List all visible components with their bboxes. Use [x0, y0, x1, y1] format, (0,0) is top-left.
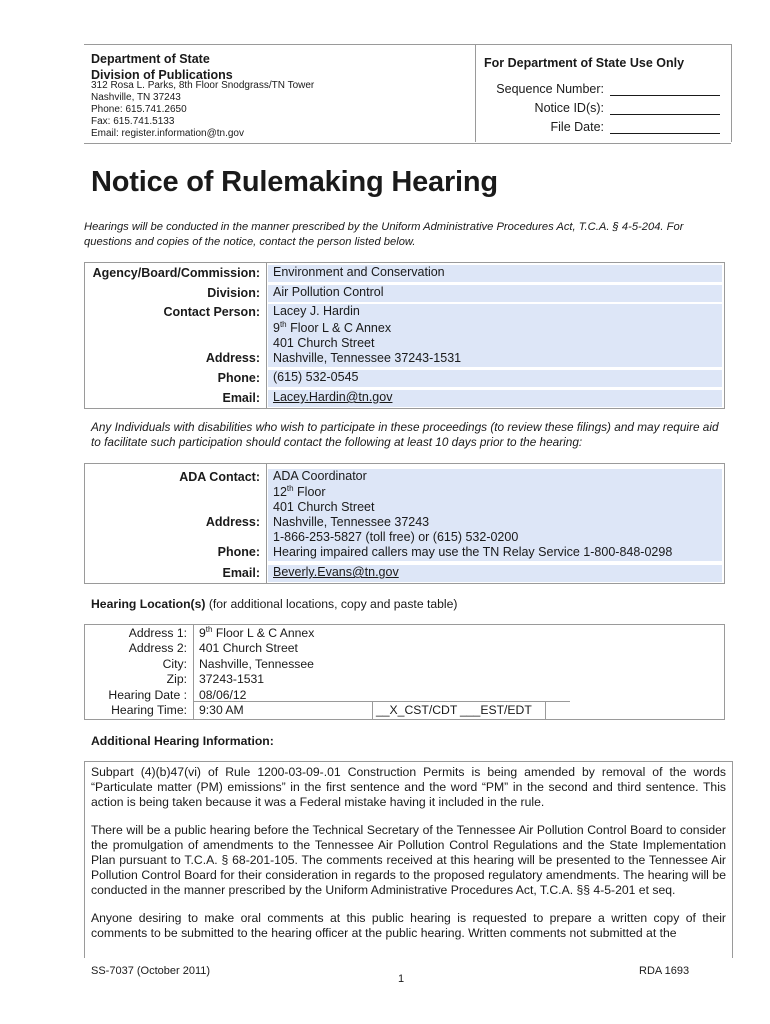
- ada-email-label: Email:: [222, 566, 260, 580]
- info-paragraph: Anyone desiring to make oral comments at this public hearing is requested to prepare a written copy of their comments to be submitted to the hearing officer at the public hearing. Written comments not submitted at the: [91, 910, 726, 940]
- est-option[interactable]: ___EST/EDT: [460, 703, 532, 717]
- address-line: 9: [199, 626, 206, 640]
- address-line: Email: register.information@tn.gov: [91, 128, 244, 139]
- email-link[interactable]: Lacey.Hardin@tn.gov: [273, 390, 393, 404]
- phone-field[interactable]: (615) 532-0545: [268, 370, 722, 387]
- intro-text: Hearings will be conducted in the manner prescribed by the Uniform Administrative Procedures Act, T.C.A. § 4-5-204. For questions and copies of the notice, contact the person listed below.: [84, 221, 684, 248]
- address-line: 12: [273, 485, 287, 499]
- address-line: Nashville, TN 37243: [91, 92, 181, 103]
- office-use-title: For Department of State Use Only: [484, 56, 685, 70]
- ordinal-suffix: th: [286, 483, 294, 493]
- address1-field[interactable]: [199, 626, 314, 641]
- time-zone-divider: [372, 702, 373, 719]
- ada-table-divider: [266, 463, 267, 584]
- address1-label: Address 1:: [128, 626, 187, 640]
- phone-label: Phone:: [217, 371, 260, 385]
- ada-relay-line: Hearing impaired callers may use the TN Relay Service 1-800-848-0298: [273, 545, 673, 559]
- zip-label: Zip:: [166, 672, 187, 686]
- file-date-row: [478, 120, 723, 134]
- department-line-1: Department of State: [91, 52, 210, 66]
- division-field[interactable]: Air Pollution Control: [268, 285, 722, 302]
- page-title: Notice of Rulemaking Hearing: [91, 166, 498, 198]
- hearing-time-divider: [193, 701, 570, 702]
- page-number: 1: [398, 973, 405, 985]
- hearing-location-hint: (for additional locations, copy and paste table): [205, 597, 458, 611]
- city-field[interactable]: Nashville, Tennessee: [199, 657, 314, 671]
- ordinal-suffix: th: [279, 319, 287, 329]
- ada-address-field[interactable]: [268, 485, 722, 531]
- info-paragraph: Subpart (4)(b)47(vi) of Rule 1200-03-09-.01 Construction Permits is being amended by removal of the words “Particulate matter (PM) emissions” in the first sentence and the word “PM” in the second and third sentence. This action is being taken because it was a Federal mistake having it included in the rule.: [91, 765, 726, 810]
- ada-phone-field[interactable]: [268, 530, 722, 561]
- division-label: Division:: [207, 286, 260, 300]
- address-line: Nashville, Tennessee 37243: [273, 515, 430, 529]
- notice-id-row: [478, 101, 723, 115]
- hearing-location-heading: [91, 597, 457, 611]
- address-line: Fax: 615.741.5133: [91, 116, 175, 127]
- hearing-date-field[interactable]: 08/06/12: [199, 688, 247, 702]
- additional-info-box[interactable]: [84, 761, 733, 958]
- sequence-number-field[interactable]: [610, 83, 720, 96]
- address-line: Nashville, Tennessee 37243-1531: [273, 351, 462, 365]
- contact-person-field[interactable]: Lacey J. Hardin: [268, 304, 722, 321]
- additional-info-heading: Additional Hearing Information:: [91, 734, 274, 748]
- address2-label: Address 2:: [128, 641, 187, 655]
- ordinal-suffix: th: [205, 624, 213, 634]
- agency-table-divider: [266, 262, 267, 409]
- ada-contact-field[interactable]: ADA Coordinator: [268, 469, 722, 486]
- contact-person-label: Contact Person:: [163, 305, 260, 319]
- email-label: Email:: [222, 391, 260, 405]
- ada-address-label: Address:: [205, 515, 260, 529]
- file-date-field[interactable]: [610, 121, 720, 134]
- cst-option[interactable]: __X_CST/CDT: [376, 703, 458, 717]
- address-line: 401 Church Street: [273, 336, 375, 350]
- ada-phone-line: 1-866-253-5827 (toll free) or (615) 532-0200: [273, 530, 519, 544]
- disability-note: Any Individuals with disabilities who wish to participate in these proceedings (to review these filings) and may require aid to facilitate such participation should contact the following at least 10 days prior to the hearing:: [91, 420, 719, 449]
- ada-phone-label: Phone:: [217, 545, 260, 559]
- address-line: Floor L & C Annex: [286, 321, 392, 335]
- address2-field[interactable]: 401 Church Street: [199, 641, 298, 655]
- notice-id-field[interactable]: [610, 102, 720, 115]
- address-field[interactable]: [268, 321, 722, 367]
- form-id: SS-7037 (October 2011): [91, 965, 211, 977]
- info-paragraph: There will be a public hearing before the Technical Secretary of the Tennessee Air Pollution Control Board to consider the promulgation of amendments to the Tennessee Air Pollution Control Regulations and the State Implementation Plan pursuant to T.C.A. § 68-201-105. The comments received at this hearing will be presented to the Tennessee Air Pollution Control Board for their consideration in regards to the proposed regulatory amendments. The hearing will be conducted in the manner prescribed by the Uniform Administrative Procedures Act, T.C.A. §§ 4-5-201 et seq.: [91, 822, 726, 898]
- sequence-number-label: Sequence Number:: [496, 82, 604, 96]
- rda-number: RDA 1693: [639, 965, 690, 977]
- hearing-location-title: Hearing Location(s): [91, 597, 206, 611]
- header-right-border: [731, 44, 732, 142]
- address-line: Floor: [293, 485, 326, 499]
- email-field[interactable]: [268, 390, 722, 407]
- address-line: 401 Church Street: [273, 500, 375, 514]
- hearing-time-field[interactable]: 9:30 AM: [199, 703, 244, 717]
- agency-field[interactable]: Environment and Conservation: [268, 265, 722, 282]
- file-date-label: File Date:: [550, 120, 604, 134]
- department-line-2: Division of Publications: [91, 68, 233, 82]
- header-divider: [475, 44, 476, 142]
- hearing-table-divider: [193, 624, 194, 720]
- agency-label: Agency/Board/Commission:: [92, 266, 260, 280]
- address-line: 312 Rosa L. Parks, 8th Floor Snodgrass/TN Tower: [91, 80, 315, 91]
- address-line: Phone: 615.741.2650: [91, 104, 187, 115]
- city-label: City:: [162, 657, 187, 671]
- ada-email-field[interactable]: [268, 565, 722, 582]
- ada-email-link[interactable]: Beverly.Evans@tn.gov: [273, 565, 399, 579]
- notice-id-label: Notice ID(s):: [534, 101, 604, 115]
- sequence-number-row: [478, 82, 723, 96]
- hearing-time-label: Hearing Time:: [111, 703, 187, 717]
- time-zone-divider: [545, 702, 546, 719]
- zip-field[interactable]: 37243-1531: [199, 672, 265, 686]
- address-line: 9: [273, 321, 280, 335]
- ada-contact-label: ADA Contact:: [179, 470, 260, 484]
- address-line: Floor L & C Annex: [212, 626, 315, 640]
- address-label: Address:: [205, 351, 260, 365]
- department-address: [91, 80, 314, 140]
- hearing-date-label: Hearing Date :: [108, 688, 187, 702]
- department-name: [91, 51, 233, 83]
